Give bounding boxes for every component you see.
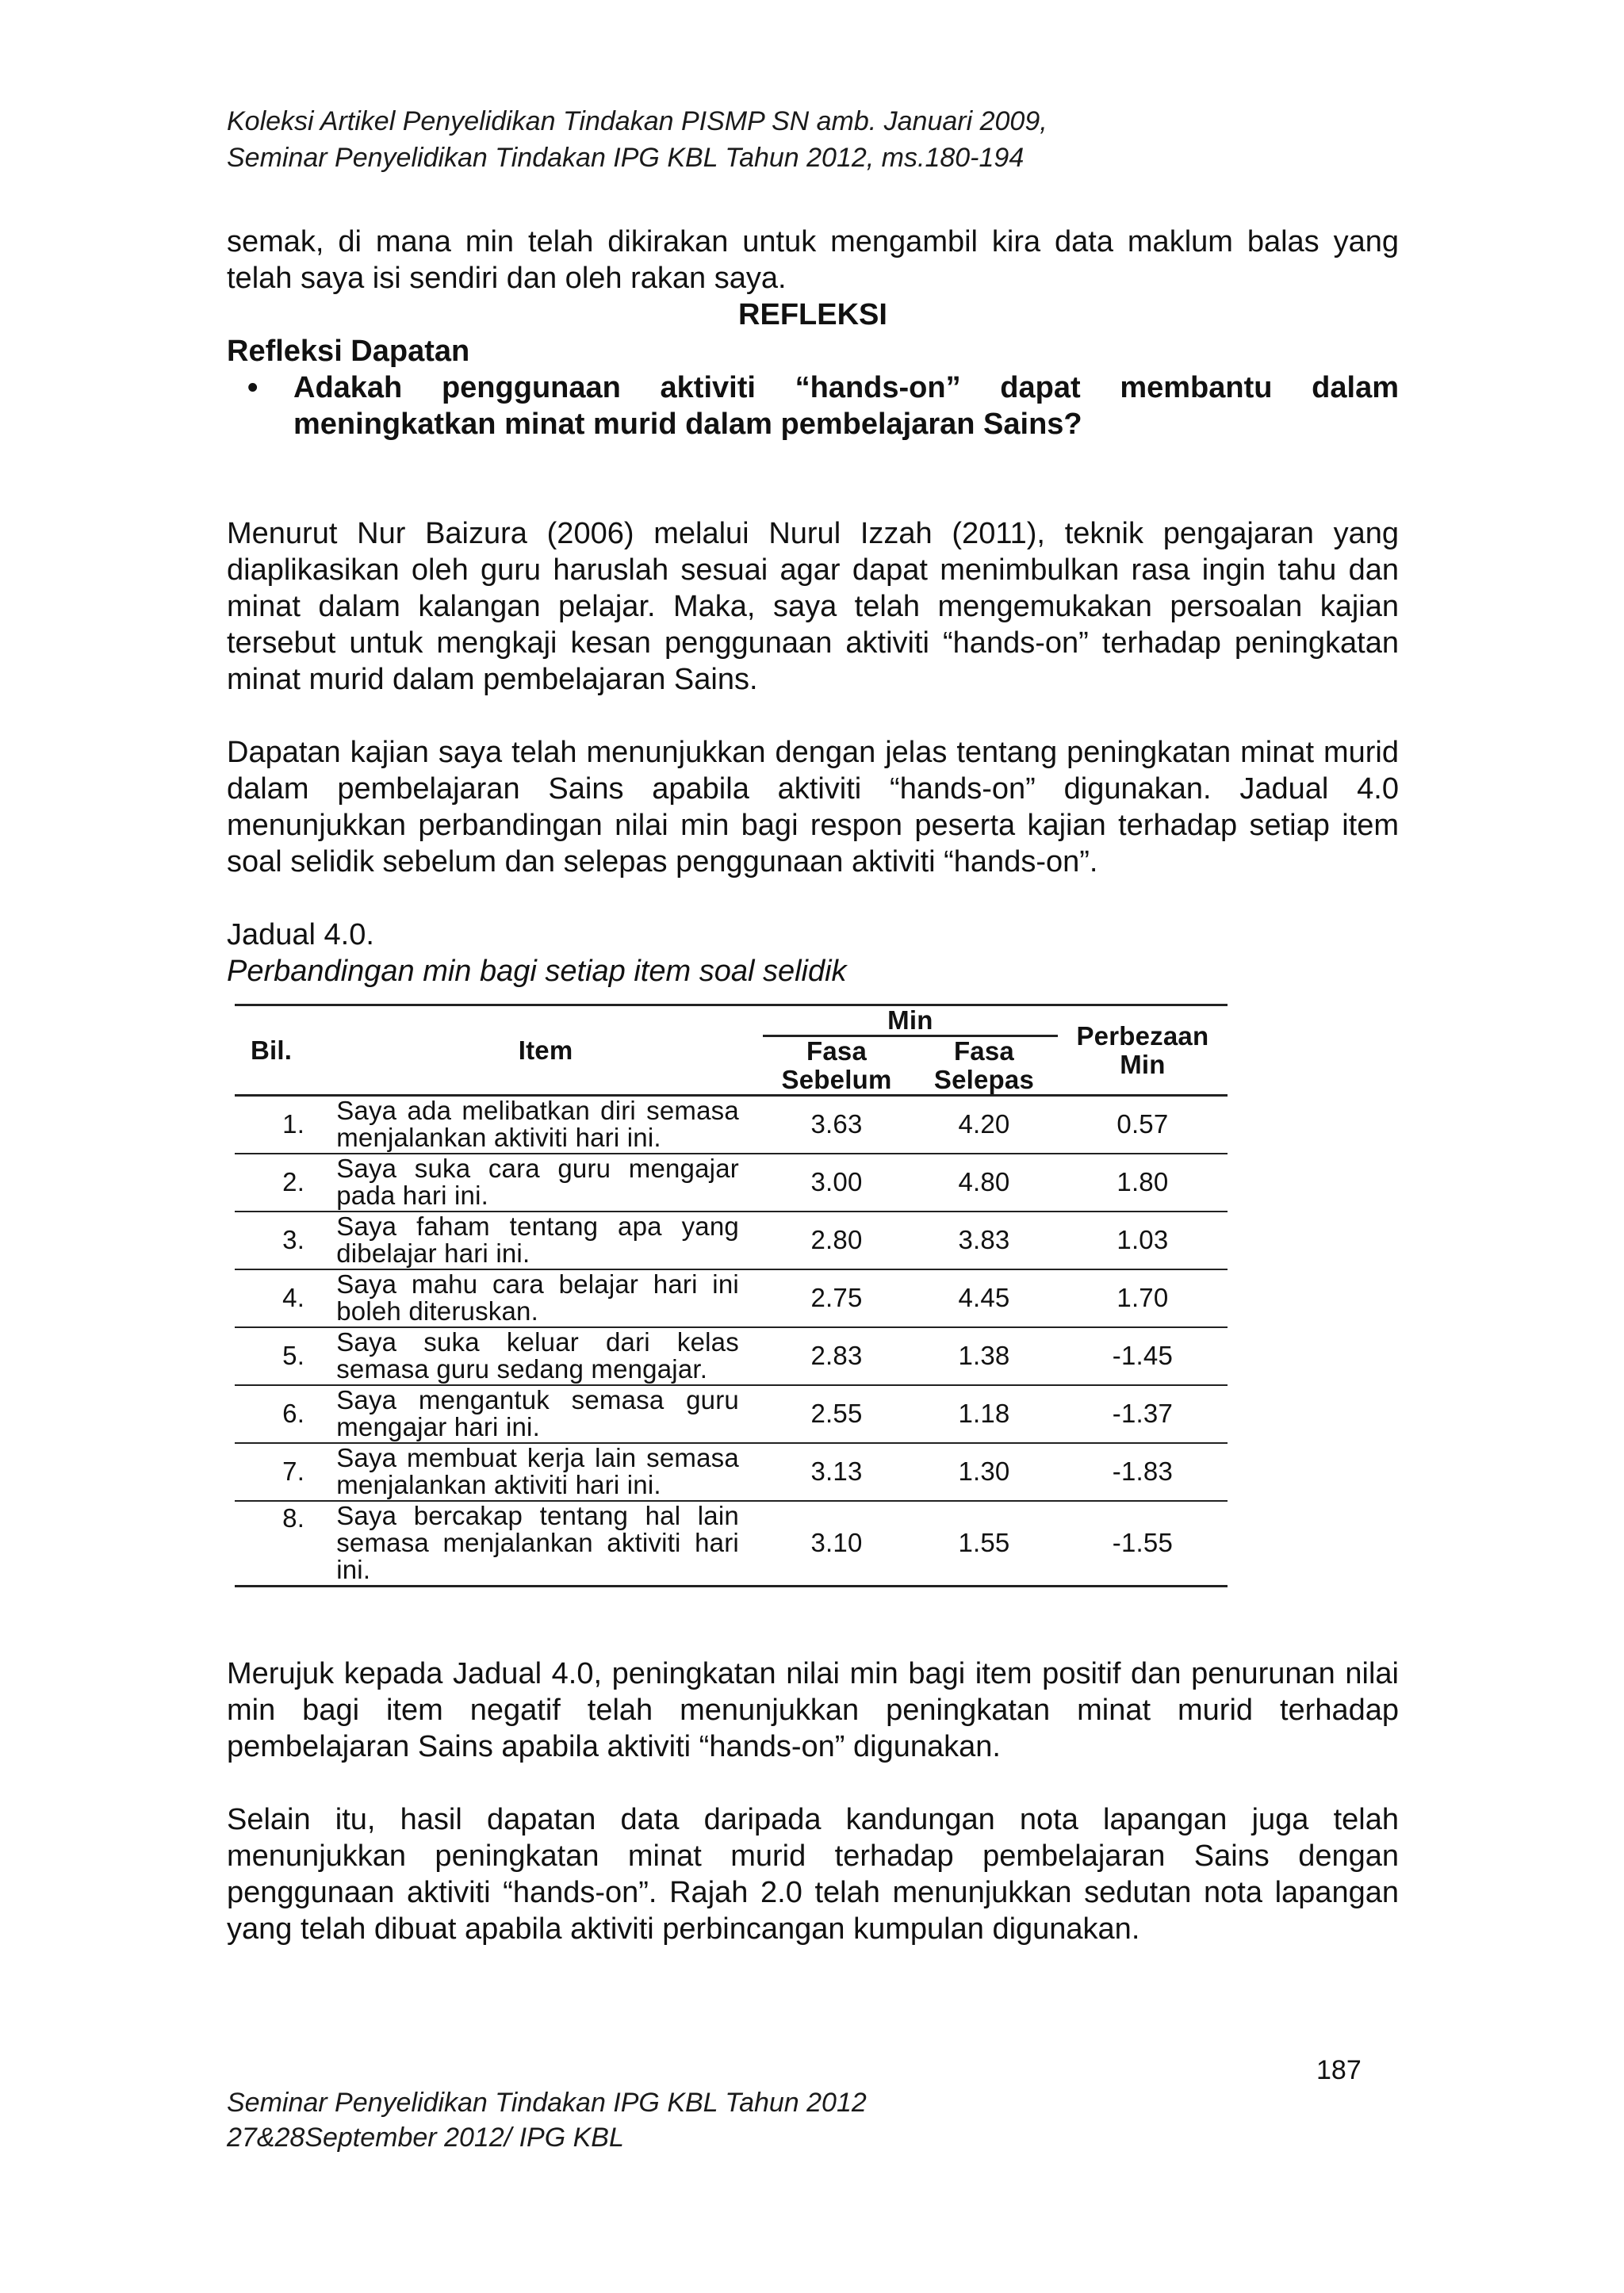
footer-line-2: 27&28September 2012/ IPG KBL xyxy=(227,2123,624,2153)
row-item: Saya faham tentang apa yang dibelajar hari ini. xyxy=(336,1212,739,1268)
header-perbezaan-line1: Perbezaan xyxy=(1076,1020,1209,1051)
header-fasa-selepas-line1: Fasa xyxy=(953,1036,1014,1066)
mean-comparison-table xyxy=(235,1004,1228,1587)
paragraph-1: Menurut Nur Baizura (2006) melalui Nurul Izzah (2011), teknik pengajaran yang diaplikasikan oleh guru haruslah sesuai agar dapat menimbulkan rasa ingin tahu dan minat dalam kalangan pelajar. Maka, saya telah mengemukakan persoalan kajian tersebut untuk mengkaji kesan penggunaan aktiviti “hands-on” terhadap peningkatan minat murid dalam pembelajaran Sains. xyxy=(227,517,1399,696)
table-row xyxy=(235,1212,1228,1269)
table-caption: Perbandingan min bagi setiap item soal selidik xyxy=(227,955,847,988)
row-sebelum: 3.13 xyxy=(763,1443,910,1501)
row-item: Saya suka cara guru mengajar pada hari ini. xyxy=(336,1154,739,1210)
row-number: 4. xyxy=(282,1283,305,1312)
header-perbezaan-line2: Min xyxy=(1120,1049,1166,1079)
running-footer xyxy=(227,2085,867,2155)
row-item: Saya membuat kerja lain semasa menjalankan aktiviti hari ini. xyxy=(336,1443,739,1499)
row-perbezaan: -1.45 xyxy=(1058,1327,1228,1385)
row-perbezaan: 0.57 xyxy=(1058,1096,1228,1154)
research-question-text: Adakah penggunaan aktiviti “hands-on” dapat membantu dalam meningkatkan minat murid dalam pembelajaran Sains? xyxy=(293,371,1399,441)
row-perbezaan: -1.83 xyxy=(1058,1443,1228,1501)
row-selepas: 4.20 xyxy=(910,1096,1058,1154)
row-number: 1. xyxy=(282,1109,305,1139)
row-perbezaan: 1.70 xyxy=(1058,1269,1228,1327)
header-fasa-selepas-line2: Selepas xyxy=(933,1065,1035,1094)
footer-line-1: Seminar Penyelidikan Tindakan IPG KBL Tahun 2012 xyxy=(227,2088,867,2118)
page-number: 187 xyxy=(1316,2055,1362,2085)
header-min: Min xyxy=(763,1005,1058,1036)
row-sebelum: 2.80 xyxy=(763,1212,910,1269)
row-perbezaan: 1.80 xyxy=(1058,1154,1228,1212)
row-item: Saya mengantuk semasa guru mengajar hari ini. xyxy=(336,1385,739,1441)
table-label: Jadual 4.0. xyxy=(227,918,374,951)
header-perbezaan xyxy=(1058,1005,1228,1096)
row-number: 3. xyxy=(282,1225,305,1254)
row-sebelum: 3.63 xyxy=(763,1096,910,1154)
row-selepas: 1.18 xyxy=(910,1385,1058,1443)
header-fasa-sebelum xyxy=(763,1036,910,1096)
row-sebelum: 3.00 xyxy=(763,1154,910,1212)
running-header xyxy=(227,103,1399,176)
row-item: Saya bercakap tentang hal lain semasa menjalankan aktiviti hari ini. xyxy=(336,1501,739,1585)
intro-paragraph: semak, di mana min telah dikirakan untuk mengambil kira data maklum balas yang telah saya isi sendiri dan oleh rakan saya. xyxy=(227,225,1399,295)
row-selepas: 1.30 xyxy=(910,1443,1058,1501)
research-question xyxy=(227,369,1399,442)
row-number: 8. xyxy=(282,1503,305,1533)
row-item: Saya suka keluar dari kelas semasa guru sedang mengajar. xyxy=(336,1327,739,1384)
header-fasa-sebelum-line1: Fasa xyxy=(806,1036,868,1066)
header-item: Item xyxy=(518,1035,573,1065)
row-perbezaan: 1.03 xyxy=(1058,1212,1228,1269)
table-row xyxy=(235,1096,1228,1154)
subsection-title: Refleksi Dapatan xyxy=(227,335,470,368)
row-selepas: 4.45 xyxy=(910,1269,1058,1327)
header-fasa-sebelum-line2: Sebelum xyxy=(781,1065,892,1094)
row-selepas: 3.83 xyxy=(910,1212,1058,1269)
row-sebelum: 2.83 xyxy=(763,1327,910,1385)
table-row xyxy=(235,1385,1228,1443)
table-row xyxy=(235,1154,1228,1212)
row-perbezaan: -1.37 xyxy=(1058,1385,1228,1443)
row-number: 6. xyxy=(282,1399,305,1428)
row-number: 5. xyxy=(282,1341,305,1370)
row-selepas: 1.38 xyxy=(910,1327,1058,1385)
row-item: Saya mahu cara belajar hari ini boleh diteruskan. xyxy=(336,1269,739,1326)
bullet-icon: • xyxy=(247,371,259,404)
header-fasa-selepas xyxy=(910,1036,1058,1096)
row-sebelum: 2.55 xyxy=(763,1385,910,1443)
paragraph-3: Merujuk kepada Jadual 4.0, peningkatan nilai min bagi item positif dan penurunan nilai min bagi item negatif telah menunjukkan peningkatan minat murid terhadap pembelajaran Sains apabila aktiviti “hands-on” digunakan. xyxy=(227,1657,1399,1763)
table-row xyxy=(235,1269,1228,1327)
table-row xyxy=(235,1443,1228,1501)
row-sebelum: 2.75 xyxy=(763,1269,910,1327)
row-number: 2. xyxy=(282,1167,305,1196)
row-number: 7. xyxy=(282,1457,305,1486)
section-title: REFLEKSI xyxy=(738,298,887,331)
paragraph-2: Dapatan kajian saya telah menunjukkan dengan jelas tentang peningkatan minat murid dalam pembelajaran Sains apabila aktiviti “hands-on” digunakan. Jadual 4.0 menunjukkan perbandingan nilai min bagi respon peserta kajian terhadap setiap item soal selidik sebelum dan selepas penggunaan aktiviti “hands-on”. xyxy=(227,736,1399,879)
paragraph-4: Selain itu, hasil dapatan data daripada kandungan nota lapangan juga telah menunjukkan peningkatan minat murid terhadap pembelajaran Sains dengan penggunaan aktiviti “hands-on”. Rajah 2.0 telah menunjukkan sedutan nota lapangan yang telah dibuat apabila aktiviti perbincangan kumpulan digunakan. xyxy=(227,1803,1399,1946)
row-item: Saya ada melibatkan diri semasa menjalankan aktiviti hari ini. xyxy=(336,1096,739,1153)
row-selepas: 1.55 xyxy=(910,1501,1058,1587)
table-row xyxy=(235,1501,1228,1587)
row-perbezaan: -1.55 xyxy=(1058,1501,1228,1587)
header-bil: Bil. xyxy=(251,1035,293,1065)
header-line-2: Seminar Penyelidikan Tindakan IPG KBL Tahun 2012, ms.180-194 xyxy=(227,143,1025,173)
table-row xyxy=(235,1327,1228,1385)
row-sebelum: 3.10 xyxy=(763,1501,910,1587)
header-line-1: Koleksi Artikel Penyelidikan Tindakan PISMP SN amb. Januari 2009, xyxy=(227,106,1048,136)
row-selepas: 4.80 xyxy=(910,1154,1058,1212)
